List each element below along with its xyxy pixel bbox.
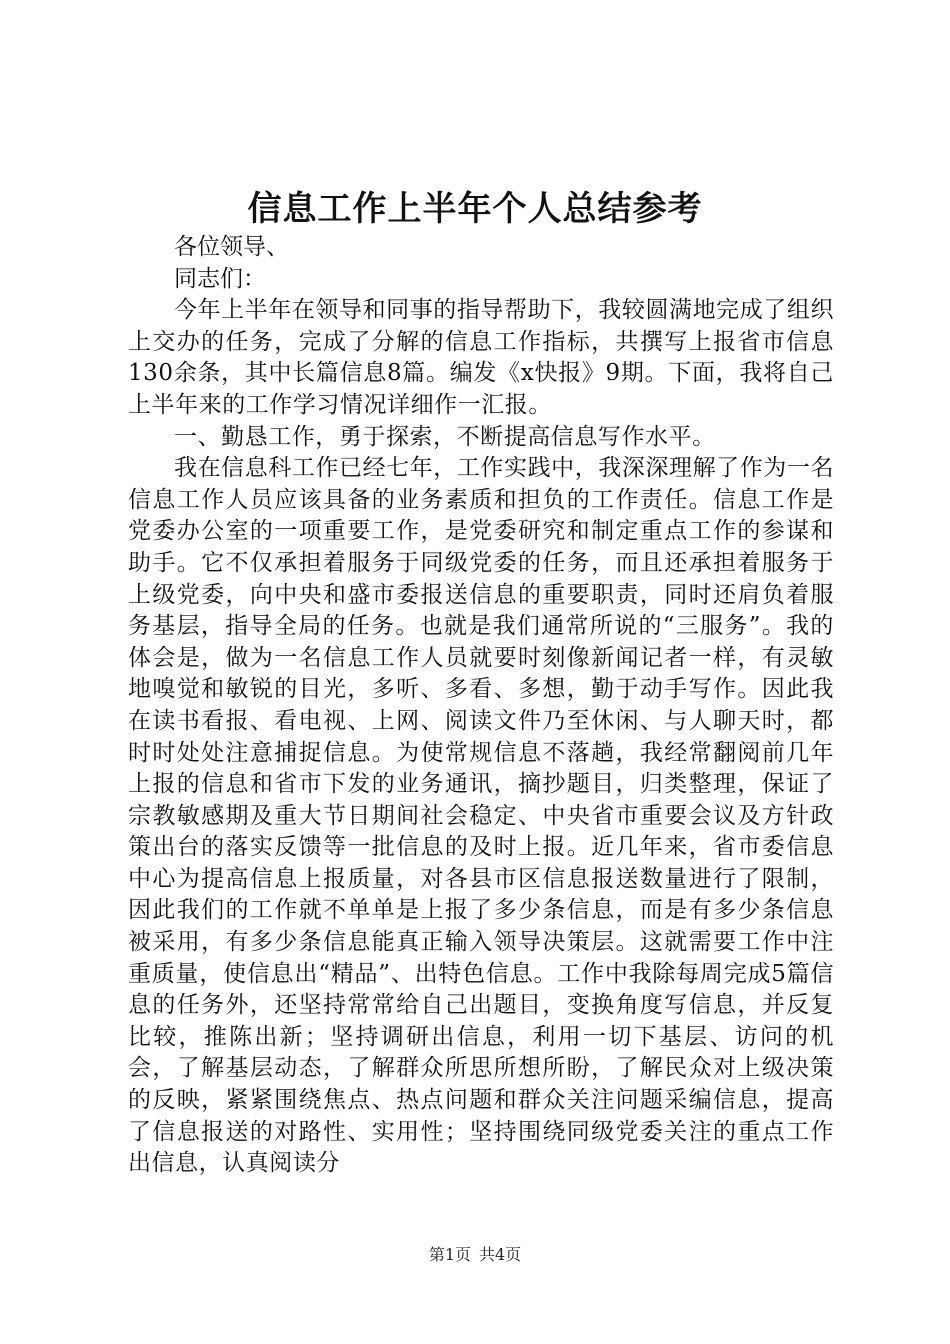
salutation-leaders: 各位领导、 [174, 234, 289, 260]
salutation-comrades: 同志们： [174, 265, 266, 292]
page-number-total: 共4页 [479, 1245, 522, 1264]
page-number-current: 第1页 [428, 1245, 471, 1264]
page-footer [0, 1244, 950, 1266]
section-heading-1: 一、勤恳工作，勇于探索，不断提高信息写作水平。 [174, 423, 716, 450]
document-body [128, 232, 834, 1180]
paragraph-intro: 今年上半年在领导和同事的指导帮助下，我较圆满地完成了组织上交办的任务，完成了分解的信息工作指标，共撰写上报省市信息130余条，其中长篇信息8篇。编发《x快报》9期。下面，我将自己上半年来的工作学习情况详细作一汇报。 [128, 297, 834, 418]
paragraph-section-1: 我在信息科工作已经七年，工作实践中，我深深理解了作为一名信息工作人员应该具备的业务素质和担负的工作责任。信息工作是党委办公室的一项重要工作，是党委研究和制定重点工作的参谋和助手。它不仅承担着服务于同级党委的任务，而且还承担着服务于上级党委，向中央和盛市委报送信息的重要职责，同时还肩负着服务基层，指导全局的任务。也就是我们通常所说的“三服务”。我的体会是，做为一名信息工作人员就要时刻像新闻记者一样，有灵敏地嗅觉和敏锐的目光，多听、多看、多想，勤于动手写作。因此我在读书看报、看电视、上网、阅读文件乃至休闲、与人聊天时，都时时处处注意捕捉信息。为使常规信息不落趟，我经常翻阅前几年上报的信息和省市下发的业务通讯，摘抄题目，归类整理，保证了宗教敏感期及重大节日期间社会稳定、中央省市重要会议及方针政策出台的落实反馈等一批信息的及时上报。近几年来，省市委信息中心为提高信息上报质量，对各县市区信息报送数量进行了限制，因此我们的工作就不单单是上报了多少条信息，而是有多少条信息被采用，有多少条信息能真正输入领导决策层。这就需要工作中注重质量，使信息出“精品”、出特色信息。工作中我除每周完成5篇信息的任务外，还坚持常常给自己出题目，变换角度写信息，并反复比较，推陈出新；坚持调研出信息，利用一切下基层、访问的机会，了解基层动态，了解群众所思所想所盼，了解民众对上级决策的反映，紧紧围绕焦点、热点问题和群众关注问题采编信息，提高了信息报送的对路性、实用性；坚持围绕同级党委关注的重点工作出信息，认真阅读分 [128, 455, 834, 1177]
document-title: 信息工作上半年个人总结参考 [247, 189, 703, 229]
